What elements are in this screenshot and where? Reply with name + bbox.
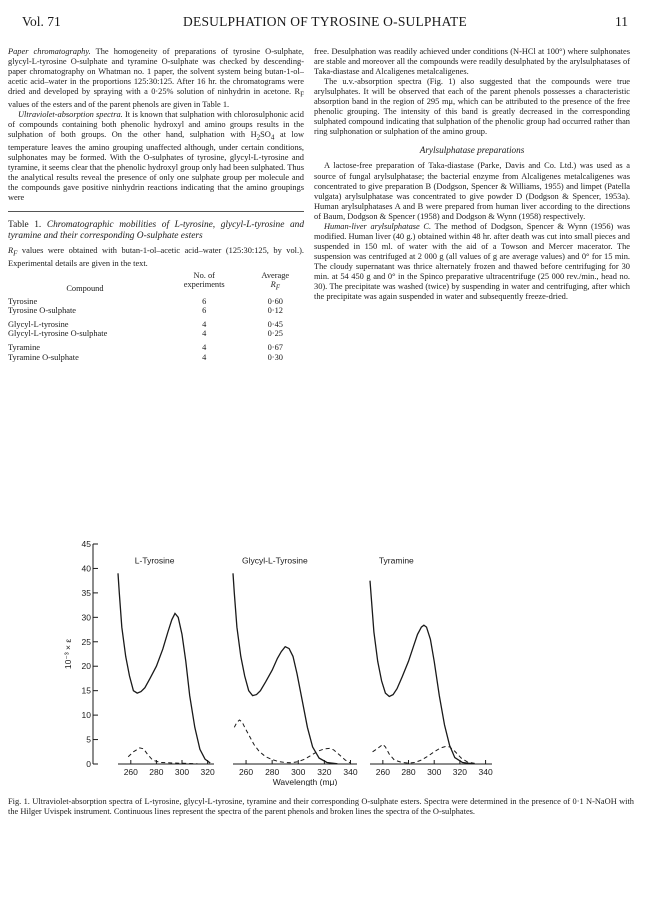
table-header-row	[8, 271, 304, 297]
figure-caption: Fig. 1. Ultraviolet-absorption spectra of L-tyrosine, glycyl-L-tyrosine, tyramine and their corresponding O-sulphate esters. Spectra were determined in the presence of 0·1 N-NaOH with the Hilger Uvispek instrument. Continuous lines represent the spectra of the parent phenols and broken lines the spectra of the O-sulphates.	[8, 797, 634, 817]
parent-phenol-curve	[233, 573, 337, 764]
x-tick-label: 280	[265, 767, 280, 777]
y-tick-label: 20	[81, 661, 91, 672]
x-tick-label: 280	[401, 767, 416, 777]
x-tick-label: 300	[427, 767, 442, 777]
o-sulphate-curve	[234, 720, 350, 763]
paragraph-heading: Ultraviolet-absorption spectra.	[18, 109, 123, 119]
y-tick-label: 15	[81, 685, 91, 696]
table-row: Glycyl-L-tyrosine 4 0·45	[8, 319, 283, 329]
table-caption: Table 1. Chromatographic mobilities of L-tyrosine, glycyl-L-tyrosine and tyramine and their corresponding O-sulphate esters	[8, 220, 305, 242]
table-1-grid	[8, 271, 304, 362]
x-tick-label: 300	[291, 767, 306, 777]
y-tick-label: 40	[81, 563, 91, 574]
table-note: $R_F$ values were obtained with butan-1-ol–acetic acid–water (125:30:125, by vol.). Experimental details are given in the text.	[8, 246, 304, 268]
y-tick-label: 0	[86, 759, 91, 769]
x-axis-label: Wavelength (mμ)	[272, 777, 338, 786]
panel-label: L-Tyrosine	[134, 555, 175, 566]
paragraph-heading: Paper chromatography.	[8, 47, 91, 56]
y-tick-label: 25	[81, 636, 91, 647]
panel-label: Tyramine	[378, 555, 414, 566]
y-tick-label: 45	[81, 539, 91, 549]
x-tick-label: 300	[174, 767, 190, 777]
y-tick-label: 30	[81, 612, 91, 623]
paragraph-uv-spectra: Ultraviolet-absorption spectra. It is known that sulphation with chlorosulphonic acid of compounds containing both phenolic hydroxyl and amino groups results in the sulphation of both groups. On the other hand, sulphation with $H_2SO_4$ at low temperature leaves the amino grouping unaffected although, under certain conditions, sulphonates may be formed. With the O-sulphates of tyrosine, glycyl-L-tyrosine and tyramine, it seems clear that the phenolic hydroxyl group only had been sulphated. Thus the analytical results reveal the presence of only one sulphate group per molecule and the compounds gave positive ninhydrin reactions indicating that the amino groupings were	[8, 109, 304, 202]
table-row: Glycyl-L-tyrosine O-sulphate 4 0·25	[8, 329, 283, 339]
header-average-rf: Average $R_F$	[261, 270, 290, 293]
table-1	[8, 220, 304, 362]
table-row: Tyramine O-sulphate 4 0·30	[8, 352, 283, 362]
paragraph-paper-chromatography: Paper chromatography. The homogeneity of preparations of tyrosine O-sulphate, glycyl-L-tyrosine O-sulphate and tyramine O-sulphate was checked by descending-paper chromatography on Whatman no. 1 paper, the solvent system being butan-1-ol–acetic acid–water in the proportions 125:30:125. After 16 hr. the chromatograms were dried and developed by spraying with a 0·25% solution of ninhydrin in acetone. $R_F$ values of the esters and of the parent phenols are given in Table 1.	[8, 47, 305, 109]
table-top-rule	[8, 211, 304, 212]
paragraph-uv-evidence: The u.v.-absorption spectra (Fig. 1) also suggested that the compounds were true arylsulphates. It will be observed that each of the parent phenols possesses a characteristic absorption band in the region of 295 mμ, which can be attributed to the presence of the free phenolic grouping. The intensity of this band is greatly decreased in the corresponding sulphated compound indicating that sulphation of the phenolic group had occurred rather than ring sulphonation or sulphation of the amino group.	[314, 77, 630, 137]
left-column	[8, 47, 304, 362]
x-tick-label: 260	[123, 767, 138, 777]
header-compound: Compound	[66, 284, 104, 294]
figure-1	[48, 536, 608, 786]
running-title: DESULPHATION OF TYROSINE O-SULPHATE	[183, 14, 467, 29]
panel-label: Glycyl-L-Tyrosine	[242, 555, 308, 566]
y-tick-label: 35	[81, 587, 91, 598]
volume-label: Vol. 71	[22, 14, 61, 29]
paragraph-liver-arylsulphatase-c: Human-liver arylsulphatase C. The method of Dodgson, Spencer & Wynn (1956) was modified. Human liver (40 g.) obtained within 48 hr. after death was cut into small pieces and suspended in 150 ml. of water with the aid of a Towson and Mercer macerator. The suspension was centrifuged at 2 000 g (all values of g are average values) and 0° for 15 min. The cloudy supernatant was thrice alternately frozen and thawed before centrifuging for 30 min. at 54 450 g and 0° in the Spinco preparative ultracentrifuge (25 000 rev./min., head no. 30). The precipitate was washed (twice) by suspending in water and centrifuging, after which the precipitate was again suspended in water and subsequently freeze-dried.	[314, 221, 630, 302]
section-heading: Arylsulphatase preparations	[419, 145, 525, 156]
y-tick-label: 5	[86, 734, 91, 745]
x-tick-label: 260	[375, 767, 390, 777]
x-tick-label: 320	[317, 767, 332, 777]
x-tick-label: 340	[343, 767, 358, 777]
x-tick-label: 340	[478, 767, 493, 777]
figure-label: Fig. 1.	[8, 797, 30, 806]
parent-phenol-curve	[370, 581, 473, 764]
table-row: Tyrosine O-sulphate 6 0·12	[8, 306, 283, 316]
right-column	[314, 47, 630, 302]
y-axis-label: 10⁻³ × ε	[63, 638, 73, 670]
y-tick-label: 10	[81, 710, 91, 721]
running-header	[22, 14, 628, 34]
x-tick-label: 280	[149, 767, 164, 777]
o-sulphate-curve	[128, 748, 197, 764]
paragraph-desulphation: free. Desulphation was readily achieved under conditions (N-HCl at 100°) where sulphonates are stable and moreover all the compounds were readily desulphated by the arylsulphatases of Taka-diastase and Alcaligenes metalcaligenes.	[314, 47, 630, 77]
x-tick-label: 260	[238, 767, 254, 777]
paragraph-heading: Human-liver arylsulphatase C.	[324, 221, 432, 231]
header-experiments: No. of experiments	[183, 270, 225, 290]
x-tick-label: 320	[452, 767, 467, 777]
parent-phenol-curve	[118, 573, 210, 763]
paragraph-arylsulphatase-sources: A lactose-free preparation of Taka-diastase (Parke, Davis and Co. Ltd.) was used as a source of fungal arylsulphatase; the bacterial enzyme from Alcaligenes metalcaligenes was concentrated to give preparation B (Dodgson, Spencer & Williams, 1955) and limpet (Patella vulgata) arylsulphatase was concentrated to give powder D (Dodgson & Spencer, 1953a). Human arylsulphatases A and B were prepared from human liver according to the directions of Baum, Dodgson & Spencer (1958) and Dodgson & Wynn (1958) respectively.	[314, 161, 630, 221]
table-row: Tyrosine 6 0·60	[8, 296, 283, 306]
uv-spectra-chart	[48, 536, 608, 786]
x-tick-label: 320	[200, 767, 215, 777]
page-number: 11	[615, 14, 628, 29]
table-row: Tyramine 4 0·67	[8, 343, 283, 353]
